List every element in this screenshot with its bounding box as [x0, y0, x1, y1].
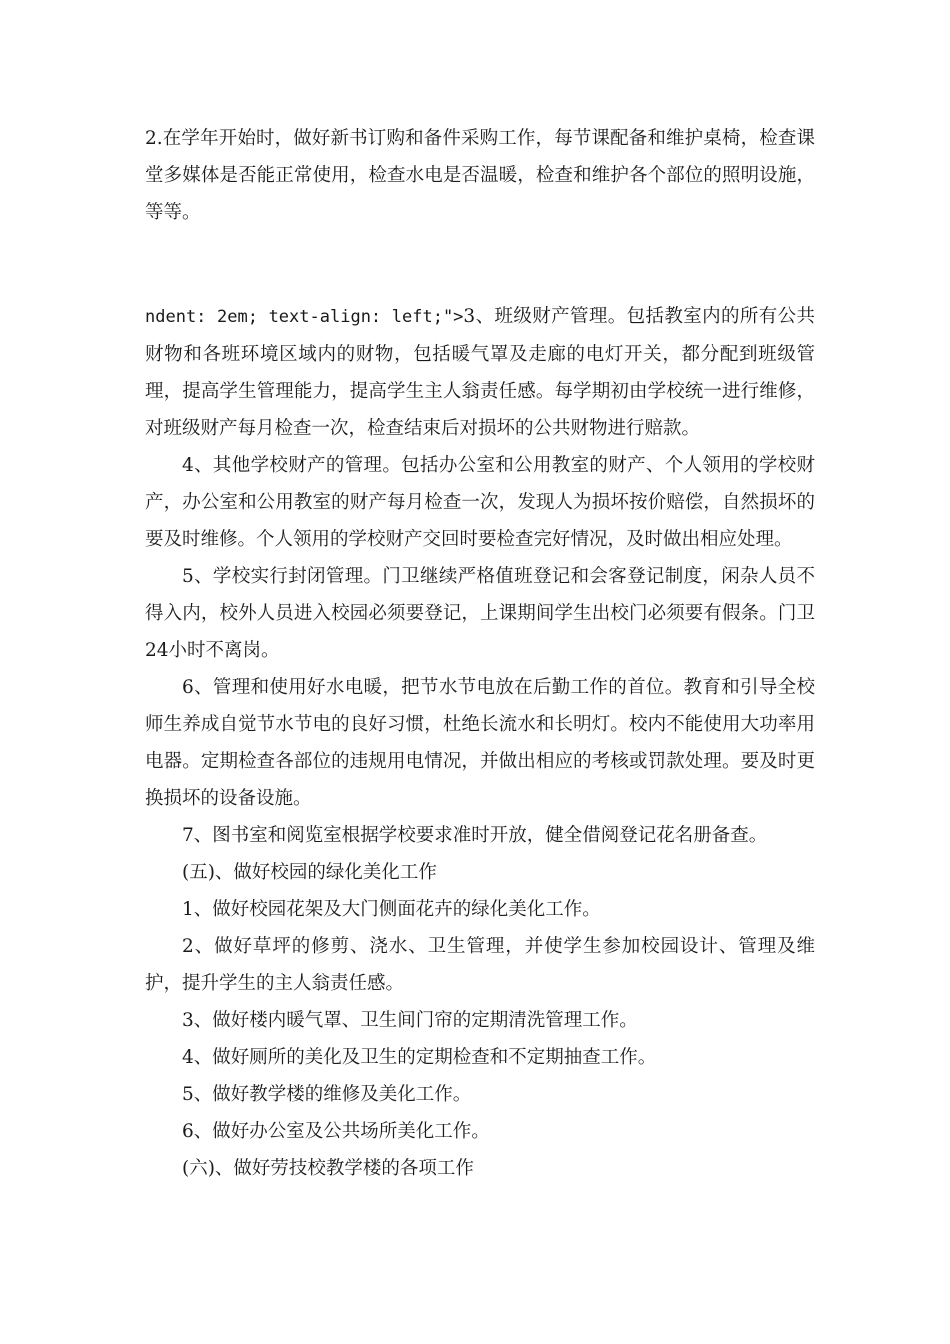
section-heading-labor-building: (六)、做好劳技校教学楼的各项工作 — [182, 1158, 474, 1179]
paragraph-library: 7、图书室和阅览室根据学校要求准时开放，健全借阅登记花名册备查。 — [182, 825, 768, 846]
paragraph-class-property — [145, 298, 815, 447]
list-item-greening-4: 4、做好厕所的美化及卫生的定期检查和不定期抽查工作。 — [182, 1047, 657, 1068]
html-artifact-text: ndent: 2em; text-align: left;"> — [145, 307, 464, 327]
paragraph-item-2: 2.在学年开始时，做好新书订购和备件采购工作，每节课配备和维护桌椅，检查课堂多媒体是否能正常使用，检查水电是否温暖，检查和维护各个部位的照明设施，等等。 — [145, 128, 815, 223]
section-heading-greening: (五)、做好校园的绿化美化工作 — [182, 862, 437, 883]
paragraph-utilities: 6、管理和使用好水电暖，把节水节电放在后勤工作的首位。教育和引导全校师生养成自觉节水节电的良好习惯，杜绝长流水和长明灯。校内不能使用大功率用电器。定期检查各部位的违规用电情况，并做出相应的考核或罚款处理。要及时更换损坏的设备设施。 — [145, 677, 815, 809]
paragraph-other-property: 4、其他学校财产的管理。包括办公室和公用教室的财产、个人领用的学校财产，办公室和公用教室的财产每月检查一次，发现人为损坏按价赔偿，自然损坏的要及时维修。个人领用的学校财产交回时要检查完好情况，及时做出相应处理。 — [145, 455, 815, 550]
top-section — [145, 120, 815, 231]
list-item-greening-5: 5、做好教学楼的维修及美化工作。 — [182, 1084, 472, 1105]
list-item-greening-6: 6、做好办公室及公共场所美化工作。 — [182, 1121, 490, 1142]
paragraph-closed-management: 5、学校实行封闭管理。门卫继续严格值班登记和会客登记制度，闲杂人员不得入内，校外人员进入校园必须要登记，上课期间学生出校门必须要有假条。门卫24小时不离岗。 — [145, 566, 815, 661]
list-item-greening-1: 1、做好校园花架及大门侧面花卉的绿化美化工作。 — [182, 899, 601, 920]
main-section — [145, 298, 815, 1187]
paragraph-class-property-body: 3、班级财产管理。包括教室内的所有公共财物和各班环境区域内的财物，包括暖气罩及走廊的电灯开关，都分配到班级管理，提高学生管理能力，提高学生主人翁责任感。每学期初由学校统一进行维修，对班级财产每月检查一次，检查结束后对损坏的公共财物进行赔款。 — [145, 306, 815, 439]
list-item-greening-2: 2、做好草坪的修剪、浇水、卫生管理，并使学生参加校园设计、管理及维护，提升学生的主人翁责任感。 — [145, 936, 815, 994]
list-item-greening-3: 3、做好楼内暖气罩、卫生间门帘的定期清洗管理工作。 — [182, 1010, 638, 1031]
